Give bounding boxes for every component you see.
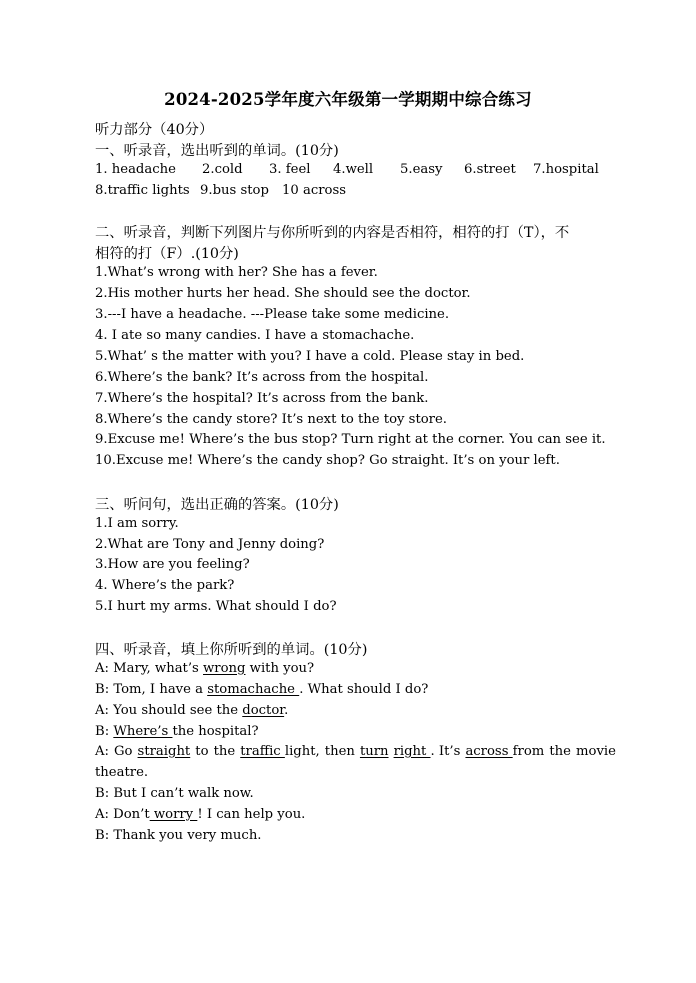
answer-blank: turn <box>359 744 389 759</box>
page-title: 2024-2025学年度六年级第一学期期中综合练习 <box>164 90 532 109</box>
answer-blank: right <box>393 744 431 759</box>
section1-row1 <box>95 162 599 177</box>
answer-blank: stomachache <box>207 682 300 697</box>
section1-row2 <box>95 183 346 198</box>
dialogue-line: A: You should see the doctor. <box>95 703 289 718</box>
answer-blank: Where’s <box>113 724 173 739</box>
answer-blank: across <box>465 744 513 759</box>
word-option: 7.hospital <box>533 162 599 177</box>
section2-heading-cont: 相符的打（F）.(10分) <box>95 246 239 262</box>
list-item: 5.What’ s the matter with you? I have a cold. Please stay in bed. <box>95 349 525 364</box>
listening-header: 听力部分（40分） <box>95 122 214 138</box>
answer-blank: traffic <box>240 744 285 759</box>
list-item: 6.Where’s the bank? It’s across from the hospital. <box>95 370 429 385</box>
word-option: 5.easy <box>400 162 443 177</box>
section3-heading: 三、听问句，选出正确的答案。(10分) <box>95 497 339 513</box>
word-option: 6.street <box>464 162 516 177</box>
section2-heading: 二、听录音，判断下列图片与你所听到的内容是否相符，相符的打（T），不 <box>95 225 570 241</box>
word-option: 3. feel <box>269 162 311 177</box>
list-item: 4. Where’s the park? <box>95 578 235 593</box>
list-item: 2.His mother hurts her head. She should see the doctor. <box>95 286 471 301</box>
word-option: 1. headache <box>95 162 176 177</box>
list-item: 9.Excuse me! Where’s the bus stop? Turn right at the corner. You can see it. <box>95 432 606 447</box>
dialogue-line: B: Where’s the hospital? <box>95 724 259 739</box>
word-option: 2.cold <box>202 162 243 177</box>
list-item: 4. I ate so many candies. I have a stomachache. <box>95 328 415 343</box>
word-option: 10 across <box>282 183 346 198</box>
word-option: 8.traffic lights <box>95 183 190 198</box>
section4-heading: 四、听录音，填上你所听到的单词。(10分) <box>95 642 368 658</box>
answer-blank: doctor <box>242 703 285 718</box>
list-item: 10.Excuse me! Where’s the candy shop? Go straight. It’s on your left. <box>95 453 560 468</box>
dialogue-line: A: Mary, what’s wrong with you? <box>95 661 315 676</box>
dialogue-line: B: Tom, I have a stomachache . What should I do? <box>95 682 429 697</box>
section1-heading: 一、听录音，选出听到的单词。(10分) <box>95 143 339 159</box>
dialogue-line: B: Thank you very much. <box>95 828 262 843</box>
word-option: 9.bus stop <box>200 183 269 198</box>
answer-blank: worry <box>149 807 198 822</box>
list-item: 3.How are you feeling? <box>95 557 250 572</box>
dialogue-line: B: But I can’t walk now. <box>95 786 254 801</box>
list-item: 1.I am sorry. <box>95 516 179 531</box>
answer-blank: straight <box>137 744 191 759</box>
dialogue-line: A: Go straight to the traffic light, then turn right . It’s across from the movie <box>95 744 616 759</box>
dialogue-line: A: Don’t worry ! I can help you. <box>95 807 306 822</box>
list-item: 8.Where’s the candy store? It’s next to the toy store. <box>95 412 447 427</box>
list-item: 5.I hurt my arms. What should I do? <box>95 599 337 614</box>
list-item: 2.What are Tony and Jenny doing? <box>95 537 325 552</box>
list-item: 7.Where’s the hospital? It’s across from the bank. <box>95 391 429 406</box>
answer-blank: wrong <box>203 661 246 676</box>
dialogue-line-cont: theatre. <box>95 765 149 780</box>
list-item: 3.---I have a headache. ---Please take some medicine. <box>95 307 450 322</box>
word-option: 4.well <box>333 162 374 177</box>
list-item: 1.What’s wrong with her? She has a fever. <box>95 265 378 280</box>
